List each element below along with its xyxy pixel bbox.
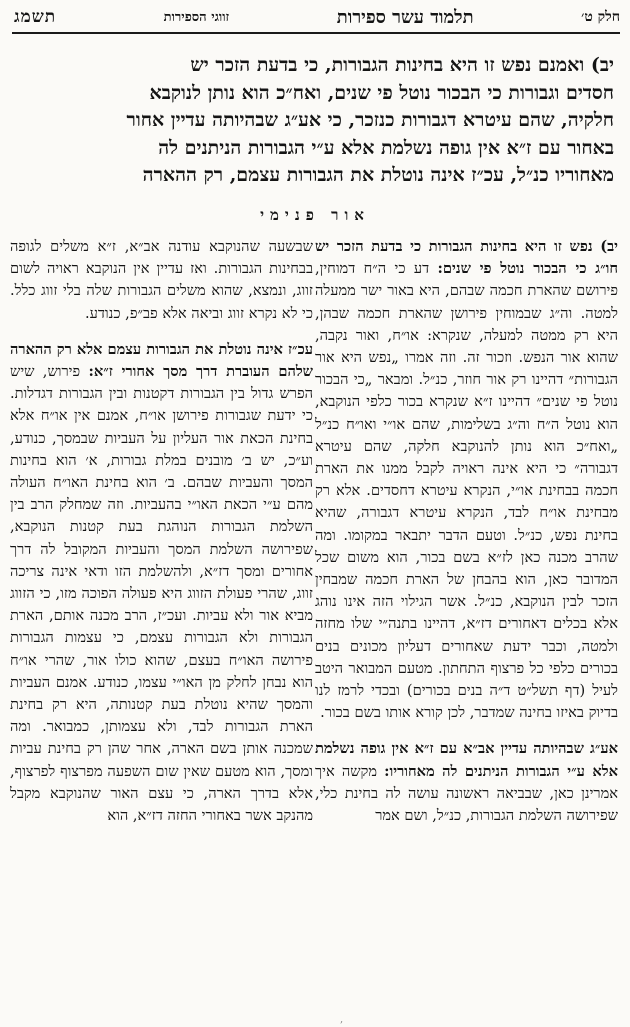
paragraph-text: דע כי ה״ח דמוחין, פירושם שהארת חכמה שבהם, היא באור ישר ממעלה למטה. וה״ג שבמוחין פירושן שהארת חכמה שבהן, היא רק ממטה למעלה, שנקרא: או״ח, ואור נקבה, שהוא אור הנפש. וזכור זה. וזה אמרו „נפש היא אור הגבורות״ דהיינו רק אור חוזר, כנ״ל. ומבאר „כי הבכור נוטל פי שנים״ דהיינו ז״א שנקרא בכור כלפי הנוקבא, הוא נוטל ה״ח וה״ג בשלימות, שהם או״י ואו״ח כנ״ל „ואח״כ הוא נותן להנוקבא חלקה, שהם עיטרא דגבורה״ כי היא אינה ראויה לקבל ממנו את הארת חכמה בבחינת או״י, הנקרא עיטרא דחסדים. אלא רק מבחינת או״ח לבד, הנקרא עיטרא דגבורה, שהיא בחינת נפש, כנ״ל. וטעם הדבר יתבאר במקומו. ומה שהרב מכנה כאן לז״א בשם בכור, הוא משום שכל המדובר כאן, הוא בהבחן של הארת חכמה שמבחין הזכר לבין הנוקבא, כנ״ל. אשר הגילוי הזה אינו נוהג אלא בכלים דאחורים דז״א, דהיינו בתנה״י שלו מחזה ולמטה, וכבר ידעת שאחורים דעליון מכונים בנים בכורים כלפי כל פרצוף התחתון. מטעם המבואר היטב לעיל (דף תשל״ט ד״ה בנים בכורים) ובכדי לרמז לנו בדיוק באיזו בחינה שמדבר, לכן קורא אותו בשם בכור. xyxy=(315,260,618,722)
main-text-line: חסדים וגבורות כי הבכור נוטל פי שנים, ואח״כ הוא נותן לנוקבא xyxy=(149,81,614,104)
commentary-left-column xyxy=(10,236,313,1022)
dibbur-hamatchil: עכ״ז אינה נוטלת את הגבורות עצמם אלא רק ההארה שלהם העוברת דרך מסך אחורי ז״א: xyxy=(10,340,313,381)
dibbur-hamatchil: יב) נפש זו היא בחינות הגבורות כי בדעת הזכר יש חו״ג כי הבכור נוטל פי שנים: xyxy=(315,238,618,278)
commentary-paragraph: שבשעה שהנוקבא עודנה אב״א, ז״א משלים לגופה בבחינות הגבורות. ואז עדיין אין הנוקבא ראויה לשום זווג, ונמצא, שהוא משלים הגבורות שלה בלי זווג כלל. כי לא נקרא זווג וביאה אלא פב״פ, כנודע. xyxy=(10,238,313,322)
page-mark: , xyxy=(340,1014,344,1025)
page-number: תשמג xyxy=(14,7,57,27)
main-text xyxy=(10,52,614,200)
running-header xyxy=(14,4,620,30)
dibbur-hamatchil: אע״ג שבהיותה עדיין אב״א עם ז״א אין גופה נשלמת אלא ע״י הגבורות הניתנים לה מאחוריו: xyxy=(315,740,618,780)
part-label: חלק ט׳ xyxy=(581,8,620,25)
main-text-line: חלקיה, שהם עיטרא דגבורות כנזכר, כי אע״ג שבהיותה עדיין אחור xyxy=(126,109,614,132)
main-text-line: באחור עם ז״א אין גופה נשלמת אלא ע״י הגבורות הניתנים לה xyxy=(158,136,614,159)
commentary-paragraph xyxy=(315,738,618,827)
commentary-paragraph xyxy=(10,339,313,827)
main-text-line: יב) ואמנם נפש זו היא בחינות הגבורות, כי בדעת הזכר יש xyxy=(190,54,614,76)
commentary-title: אור פנימי xyxy=(260,206,370,224)
main-text-line: מאחוריו כנ״ל, עכ״ז אינה נוטלת את הגבורות עצמם, רק ההארה xyxy=(142,164,614,187)
paragraph-text: פירוש, שיש הפרש גדול בין הגבורות דקטנות ובין הגבורות דגדלות. כי ידעת שגבורות פירושן או״ח, אמנם אין או״ח אלא בחינת הכאת אור העליון על העביות שבמסך, כנודע, וע״כ, יש ב׳ מובנים במלת גבורות, א׳ הוא בחינות המסך והעביות שבהם. ב׳ הוא בחינת האו״ח העולה מהם ע״י הכאת האו״י בהעביות. וזה שמחלק הרב בין השלמת הגבורות הנוהגת בעת קטנות הנוקבא, שפירושה השלמת המסך והעביות המקובל לה דרך אחורים ומסך דז״א, ולהשלמת הזו ודאי אינה צריכה זווג, שהרי פעולת הזווג היא פעולה הפוכה מזו, כי הזווג מביא אור ולא עביות. ועכ״ז, הרב מכנה אותם, הארת הגבורות ולא הגבורות עצמם, כי עצמות הגבורות פירושה האו״ח בעצם, שהוא כולו אור, שהרי או״ח הוא נבחן לחלק מן האו״י עצמו, כנודע. אמנם העביות והמסך שהיא נוטלת בעת קטנותה, היא רק בחינת הארת הגבורות לבד, ולא עצמותן, כמבואר. ומה שמכנה אותן בשם הארה, אחר שהן רק בחינת עביות ומסך, הוא מטעם שאין שום השפעה מפרצוף לפרצוף, אלא בדרך הארה, כי עצם האור שהנוקבא מקבל מהנקב אשר באחורי החזה דז״א, הוא xyxy=(10,363,313,825)
paragraph-text: מקשה איך אמרינן כאן, שבביאה ראשונה עושה לה בחינת כלי, שפירושה השלמת הגבורות, כנ״ל, ושם אמר xyxy=(315,762,618,825)
header-rule xyxy=(12,32,620,34)
commentary-paragraph xyxy=(315,236,618,724)
book-title: תלמוד עשר ספירות xyxy=(336,6,474,28)
section-title: זווגי הספירות xyxy=(163,10,230,25)
commentary-right-column xyxy=(315,236,618,1022)
